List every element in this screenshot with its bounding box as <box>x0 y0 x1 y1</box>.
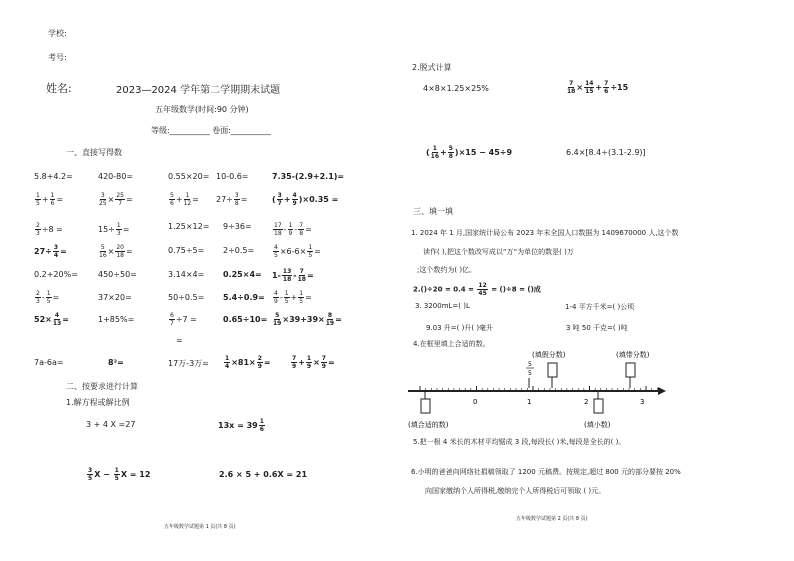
question-1-line3: ;这个数约为( )亿。 <box>417 266 477 274</box>
equation: 3 + 4 X =27 <box>86 420 136 429</box>
equation: 2.6 × 5 + 0.6X = 21 <box>219 470 308 479</box>
question-6: 6.小明的爸爸向网络社捐稿领取了 1200 元稿费。按规定,超过 800 元的部分要按 20% <box>411 468 681 476</box>
exam-subtitle: 五年级数学(时间:90 分钟) <box>155 105 249 114</box>
mental-item: $\frac{4}{5}$ ×6-6× $\frac{1}{5}$ = <box>274 244 321 259</box>
exam-title: 2023—2024 学年第二学期期末试题 <box>116 85 281 96</box>
calc-problem: ( $\frac{1}{16}$ + $\frac{5}{8}$ )×15 − 45÷9 <box>426 145 513 160</box>
mental-item: 7a-6a= <box>34 358 64 367</box>
equation: $\frac{3}{5}$ X − $\frac{1}{5}$ X = 12 <box>88 467 151 482</box>
answer-box-mixed[interactable] <box>626 363 635 377</box>
answer-box-decimal[interactable] <box>594 399 603 413</box>
mental-item: 2÷0.5= <box>223 246 255 255</box>
label-improper-fraction: (填假分数) <box>532 351 566 359</box>
mental-item: $\frac{3}{25}$ × $\frac{25}{7}$ = <box>99 192 133 207</box>
mental-item: 1+85%= <box>98 315 135 324</box>
mental-item: 0.55×20= <box>168 172 210 181</box>
mental-item: 7.35-(2.9+2.1)= <box>272 172 345 181</box>
mental-item: 1.25×12= <box>168 222 210 231</box>
mental-item: 15÷ $\frac{1}{3}$ = <box>98 222 130 237</box>
mental-item: 3.14×4= <box>168 270 205 279</box>
mental-item: $\frac{2}{3}$ ÷8 = <box>36 222 63 237</box>
mental-item: 9÷36= <box>223 222 252 231</box>
mental-item: 8²= <box>108 358 124 367</box>
name-label: 姓名: <box>46 82 72 95</box>
svg-text:5: 5 <box>528 361 532 368</box>
equation: 13x = 39 $\frac{1}{6}$ <box>218 418 264 433</box>
mental-item: 450÷50= <box>98 270 137 279</box>
mental-item: 0.75÷5= <box>168 246 205 255</box>
mental-item: $\frac{5}{6}$ + $\frac{1}{12}$ = <box>170 192 199 207</box>
page-footer-left: 五年级数学试题第 1 页(共 8 页) <box>164 524 236 530</box>
mental-item: 0.25×4= <box>223 270 262 279</box>
question-2: 2.()÷20 = 0.4 = $\frac{12}{45}$ = ()÷8 = ()成 <box>413 282 541 297</box>
calc-problem: $\frac{7}{18}$ × $\frac{14}{15}$ + $\frac{7}{6}$ ÷15 <box>567 80 629 95</box>
arrow-icon <box>658 387 666 395</box>
question-4: 4.在框里填上合适的数。 <box>413 340 490 348</box>
mental-item: 0.65÷10= <box>223 315 268 324</box>
mental-item: $\frac{17}{18}$ - $\frac{1}{9}$ - $\frac{7}{8}$ = <box>274 222 312 237</box>
question-1: 1. 2024 年 1 月,国家统计局公布 2023 年末全国人口数据为 1409670000 人,这个数 <box>411 229 679 237</box>
section3-title: 三、填一填 <box>413 207 453 216</box>
school-label: 学校: <box>48 29 67 38</box>
question-3c: 9.03 升=( )升( )毫升 <box>426 324 494 332</box>
tick-label-3: 3 <box>640 398 645 406</box>
calc-problem: 6.4×[8.4÷(3.1-2.9)] <box>566 148 646 157</box>
mental-item: 10-0.6= <box>216 172 249 181</box>
exam-number-label: 考号: <box>48 53 67 62</box>
mental-item: 5.4÷0.9= <box>223 293 265 302</box>
mental-item: $\frac{2}{3}$ - $\frac{1}{5}$ = <box>36 290 60 305</box>
section1-title: 一、直接写得数 <box>66 148 122 157</box>
number-line-diagram <box>400 347 670 437</box>
label-mixed-number: (填带分数) <box>616 351 650 359</box>
mental-item: 5.8+4.2= <box>34 172 73 181</box>
mental-item: 37×20= <box>98 293 132 302</box>
mental-item: 0.2+20%= <box>34 270 78 279</box>
svg-text:5: 5 <box>528 370 532 377</box>
mental-item: 1- $\frac{13}{18}$ - $\frac{7}{18}$ = <box>272 268 314 283</box>
mental-item: $\frac{4}{9}$ - $\frac{1}{5}$ + $\frac{1}{5}$ = <box>274 290 312 305</box>
calc-subtitle: 2.脱式计算 <box>412 63 452 72</box>
answer-box-fit[interactable] <box>421 399 430 413</box>
question-3a: 3. 3200mL=( )L <box>415 302 470 310</box>
mental-item: $\frac{1}{4}$ ×81× $\frac{2}{9}$ = <box>225 355 271 370</box>
question-6-line2: 向国家缴纳个人所得税,缴纳完个人所得税后可领取 ( )元。 <box>425 487 606 495</box>
mental-item: $\frac{5}{19}$ ×39+39× $\frac{8}{19}$ = <box>273 312 342 327</box>
mental-item: 17万-3万= <box>168 359 209 368</box>
question-1-line2: 读作( ),把这个数改写成以“万”为单位的数是( )万 <box>423 248 574 256</box>
fraction-mark <box>526 361 534 377</box>
grade-line: 等级:__________ 卷面:__________ <box>151 126 271 135</box>
label-decimal: (填小数) <box>584 421 611 429</box>
equation-subtitle: 1.解方程或解比例 <box>66 398 130 407</box>
mental-item: 420-80= <box>98 172 134 181</box>
mental-item: $\frac{5}{16}$ × $\frac{20}{18}$ = <box>99 244 133 259</box>
tick-label-1: 1 <box>527 398 532 406</box>
mental-item: $\frac{1}{5}$ + $\frac{1}{6}$ = <box>36 192 64 207</box>
question-3b: 1-4 平方千米=( )公顷 <box>565 303 635 311</box>
mental-item: 27÷ $\frac{3}{4}$ = <box>34 244 67 259</box>
section2-title: 二、按要求进行计算 <box>66 382 138 391</box>
answer-box-improper[interactable] <box>548 363 557 377</box>
tick-label-0: 0 <box>473 398 478 406</box>
label-fit-number: (填合适的数) <box>408 421 449 429</box>
calc-problem: 4×8×1.25×25% <box>423 84 489 93</box>
mental-item: 52× $\frac{4}{13}$ = <box>34 312 69 327</box>
page-footer-right: 五年级数学试题第 2 页(共 8 页) <box>516 516 588 522</box>
mental-item: ( $\frac{3}{7}$ + $\frac{4}{9}$ )×0.35 = <box>272 192 339 207</box>
tick-label-2: 2 <box>584 398 589 406</box>
mental-item: $\frac{6}{7}$ ÷7 = <box>170 312 197 327</box>
question-5: 5.把一根 4 米长的木材平均锯成 3 段,每段长( )米,每段是全长的( )。 <box>413 438 626 446</box>
question-3d: 3 吨 50 千克=( )吨 <box>566 324 628 332</box>
mental-item: $\frac{7}{9}$ + $\frac{1}{9}$ × $\frac{7}{9}$ = <box>292 355 335 370</box>
mental-item: 27÷ $\frac{3}{8}$ = <box>216 192 248 207</box>
mental-item: 50÷0.5= <box>168 293 205 302</box>
